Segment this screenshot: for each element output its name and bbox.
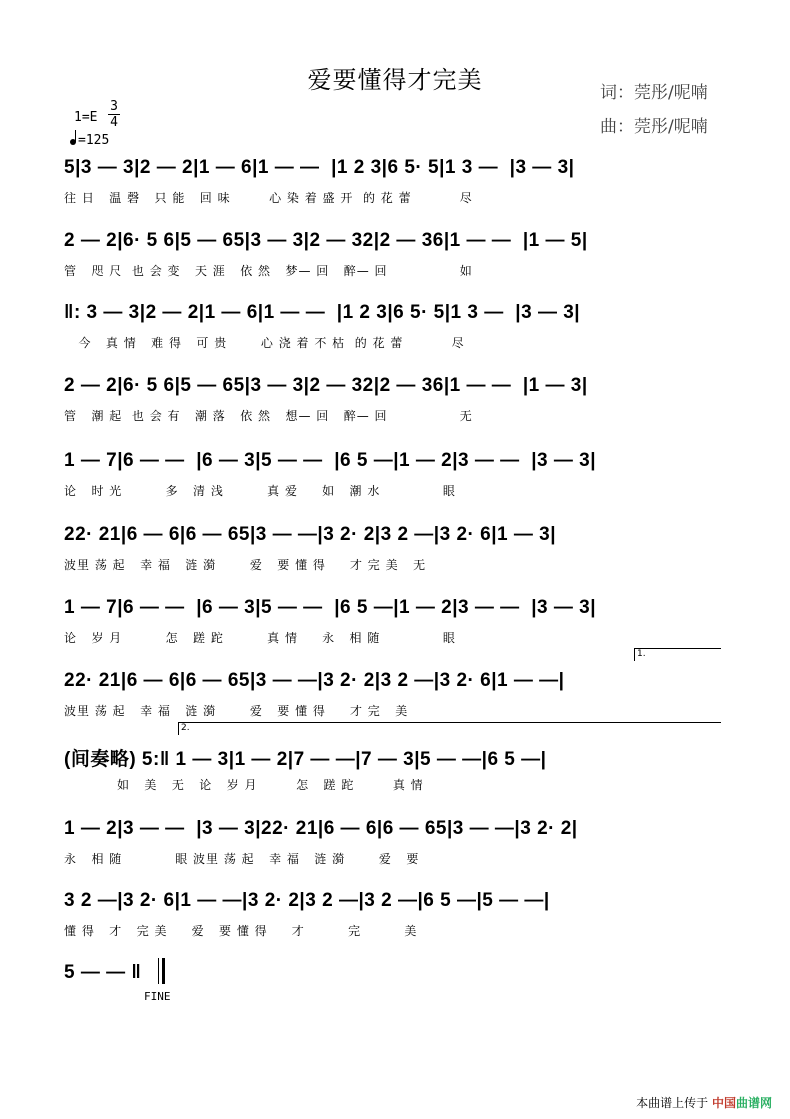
notes-line: 2 — 2|6· 5 6|5 — 65|3 — 3|2 — 32|2 — 36|1 — — |1 — 5|	[64, 230, 588, 251]
song-title: 爱要懂得才完美	[307, 66, 483, 94]
score-row	[64, 890, 724, 948]
notes-line: 5|3 — 3|2 — 2|1 — 6|1 — — |1 2 3|6 5· 5|1 3 — |3 — 3|	[64, 157, 575, 178]
lyrics-line: 往 日 温 磬 只 能 回 味 心 染 着 盛 开 的 花 蕾 尽	[64, 191, 473, 205]
lyrics-line: 如 美 无 论 岁 月 怎 蹉 跎 真 情	[64, 778, 424, 792]
notes-line: 2 — 2|6· 5 6|5 — 65|3 — 3|2 — 32|2 — 36|1 — — |1 — 3|	[64, 375, 588, 396]
lyrics-line: 波里 荡 起 幸 福 涟 漪 爱 要 懂 得 才 完 美 无	[64, 558, 427, 572]
notes-line: 22· 21|6 — 6|6 — 65|3 — —|3 2· 2|3 2 —|3 2· 6|1 — —|	[64, 670, 565, 691]
tempo-value: =125	[78, 133, 110, 148]
score-row	[64, 450, 724, 508]
lyrics-line: 论 岁 月 怎 蹉 跎 真 情 永 相 随 眼	[64, 631, 456, 645]
score-row	[64, 744, 724, 802]
lyrics-line: 管 潮 起 也 会 有 潮 落 依 然 想— 回 醉— 回 无	[64, 409, 473, 423]
quarter-note-icon	[70, 139, 76, 145]
footer-prefix: 本曲谱上传于	[636, 1096, 709, 1110]
notes-line: 22· 21|6 — 6|6 — 65|3 — —|3 2· 2|3 2 —|3 2· 6|1 — 3|	[64, 524, 557, 545]
lyrics-line: 懂 得 才 完 美 爱 要 懂 得 才 完 美	[64, 924, 418, 938]
notes-line: 5 — — ‖	[64, 962, 142, 983]
final-barline	[158, 958, 165, 984]
lyrics-line: 波里 荡 起 幸 福 涟 漪 爱 要 懂 得 才 完 美	[64, 704, 409, 718]
lyrics-line: 永 相 随 眼 波里 荡 起 幸 福 涟 漪 爱 要	[64, 852, 420, 866]
time-signature	[108, 100, 120, 129]
fine-marking: FINE	[144, 990, 171, 1003]
notes-line: 1 — 2|3 — — |3 — 3|22· 21|6 — 6|6 — 65|3 — —|3 2· 2|	[64, 818, 578, 839]
key-signature: 1=E	[74, 110, 98, 125]
lyrics-line: 论 时 光 多 清 浅 真 爱 如 潮 水 眼	[64, 484, 456, 498]
notes-line: (间奏略) 5:‖ 1 — 3|1 — 2|7 — —|7 — 3|5 — —|6 5 —|	[64, 749, 547, 770]
score-row	[64, 230, 724, 288]
notes-line: 3 2 —|3 2· 6|1 — —|3 2· 2|3 2 —|3 2 —|6 5 —|5 — —|	[64, 890, 550, 911]
meter-bottom: 4	[110, 115, 118, 130]
composer-credit: 曲：莞彤/呢喃	[600, 117, 708, 137]
meter-top: 3	[110, 99, 118, 114]
lyrics-line: 管 咫 尺 也 会 变 天 涯 依 然 梦— 回 醉— 回 如	[64, 264, 473, 278]
footer-credit	[636, 1094, 772, 1111]
site-logo-part-b: 曲谱网	[735, 1096, 772, 1110]
score-row	[64, 818, 724, 876]
volta-bracket-1: 1.	[634, 648, 721, 661]
score-row	[64, 302, 724, 360]
site-logo-part-a: 中国	[711, 1096, 736, 1110]
score-row	[64, 597, 724, 655]
score-row	[64, 375, 724, 433]
score-row	[64, 157, 724, 215]
score-row	[64, 524, 724, 582]
notes-line: ‖: 3 — 3|2 — 2|1 — 6|1 — — |1 2 3|6 5· 5|1 3 — |3 — 3|	[64, 302, 581, 323]
volta-bracket-2: 2.	[178, 722, 721, 735]
notes-line: 1 — 7|6 — — |6 — 3|5 — — |6 5 —|1 — 2|3 — — |3 — 3|	[64, 597, 597, 618]
lyrics-line: 今 真 情 难 得 可 贵 心 浇 着 不 枯 的 花 蕾 尽	[64, 336, 465, 350]
tempo-marking	[70, 133, 109, 148]
notes-line: 1 — 7|6 — — |6 — 3|5 — — |6 5 —|1 — 2|3 — — |3 — 3|	[64, 450, 597, 471]
lyricist-credit: 词：莞彤/呢喃	[600, 83, 708, 103]
score-row	[64, 670, 724, 728]
